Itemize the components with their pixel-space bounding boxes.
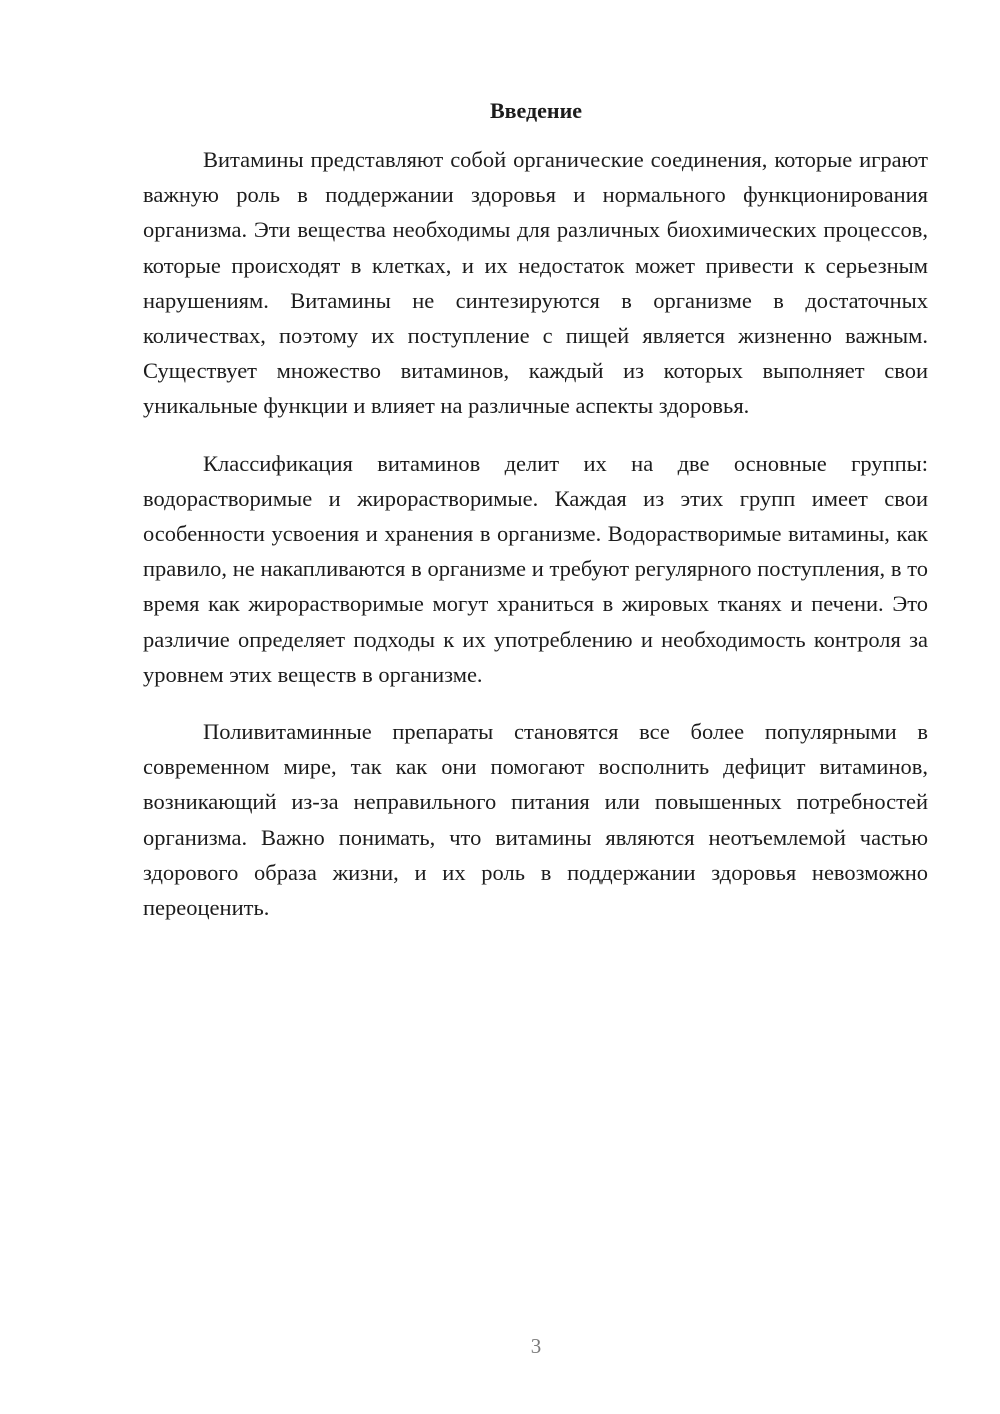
paragraph: Классификация витаминов делит их на две основные группы: водорастворимые и жирорастворимые. Каждая из этих групп имеет свои особенности усвоения и хранения в организме. Водорастворимые витамины, как правило, не накапливаются в организме и требуют регулярного поступления, в то время как жирорастворимые могут храниться в жировых тканях и печени. Это различие определяет подходы к их употреблению и необходимость контроля за уровнем этих веществ в организме.: [143, 450, 928, 687]
page-number: 3: [530, 1334, 542, 1358]
body-text: [143, 142, 928, 947]
section-heading: Введение: [489, 98, 583, 123]
paragraph: Витамины представляют собой органические соединения, которые играют важную роль в поддержании здоровья и нормального функционирования организма. Эти вещества необходимы для различных биохимических процессов, которые происходят в клетках, и их недостаток может привести к серьезным нарушениям. Витамины не синтезируются в организме в достаточных количествах, поэтому их поступление с пищей является жизненно важным. Существует множество витаминов, каждый из которых выполняет свои уникальные функции и влияет на различные аспекты здоровья.: [143, 147, 928, 419]
paragraph: Поливитаминные препараты становятся все более популярными в современном мире, так как они помогают восполнить дефицит витаминов, возникающий из-за неправильного питания или повышенных потребностей организма. Важно понимать, что витамины являются неотъемлемой частью здорового образа жизни, и их роль в поддержании здоровья невозможно переоценить.: [143, 719, 928, 921]
